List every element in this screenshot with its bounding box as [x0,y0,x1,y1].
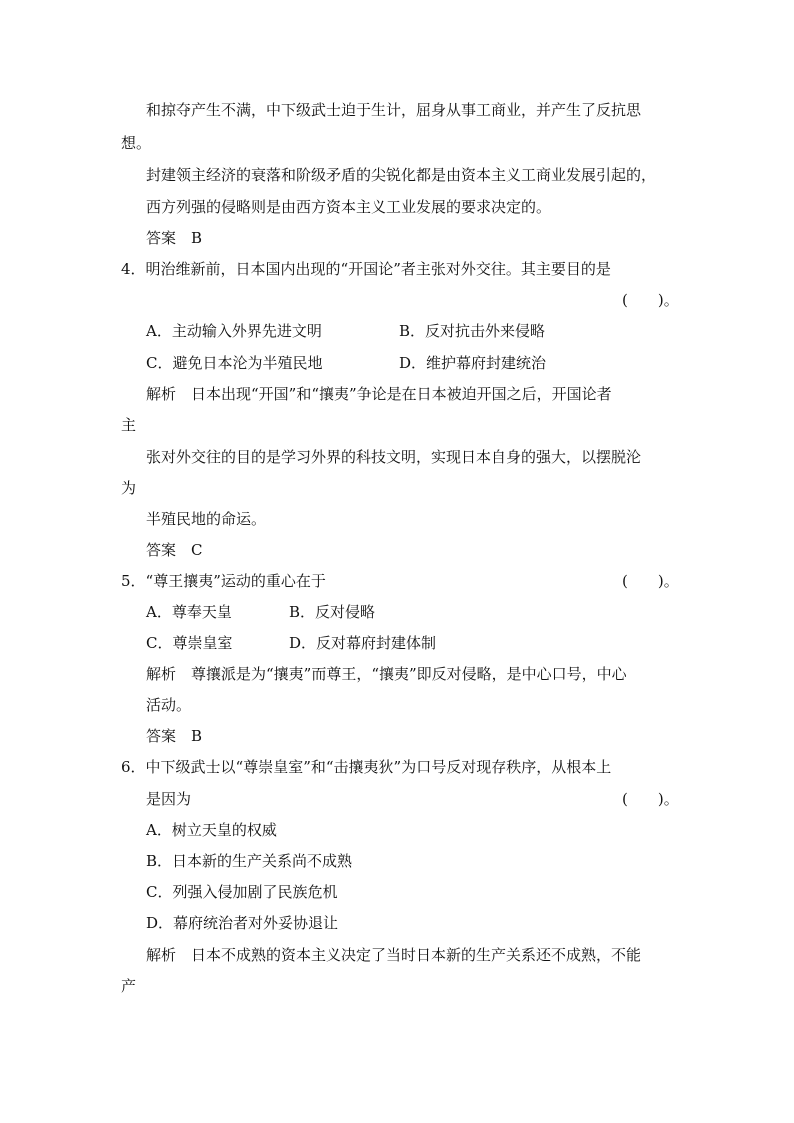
question-6-answer-blank: ( )。 [622,790,679,808]
question-4-stem: 4．明治维新前，日本国内出现的“开国论”者主张对外交往。其主要目的是 [121,260,611,278]
question-5-option-a: A．尊奉天皇 [146,603,232,621]
question-6-stem: 6．中下级武士以“尊崇皇室”和“击攘夷狄”为口号反对现存秩序，从根本上 [121,758,612,776]
question-5-answer-blank: ( )。 [622,572,679,590]
question-6-analysis: 解析 日本不成熟的资本主义决定了当时日本新的生产关系还不成熟，不能 [146,946,642,964]
question-6-option-d: D．幕府统治者对外妥协退让 [146,914,339,932]
question-6-option-c: C．列强入侵加剧了民族危机 [146,883,338,901]
question-5-stem: 5．“尊王攘夷”运动的重心在于 [121,572,326,590]
question-6-option-b: B．日本新的生产关系尚不成熟 [146,852,353,870]
question-4-option-a: A．主动输入外界先进文明 [146,322,322,340]
text-line: 封建领主经济的衰落和阶级矛盾的尖锐化都是由资本主义工商业发展引起的， [146,166,657,184]
question-4-analysis: 主 [121,416,137,434]
question-4-analysis: 半殖民地的命运。 [146,510,267,528]
text-line: 想。 [121,134,152,152]
question-4-answer: 答案 C [146,541,203,559]
question-5-analysis: 解析 尊攘派是为“攘夷”而尊王，“攘夷”即反对侵略，是中心口号，中心 [146,665,627,683]
question-5-answer: 答案 B [146,727,203,745]
question-4-option-b: B．反对抗击外来侵略 [399,322,546,340]
question-5-option-b: B．反对侵略 [289,603,376,621]
question-4-option-d: D．维护幕府封建统治 [399,354,547,372]
question-4-analysis: 解析 日本出现“开国”和“攘夷”争论是在日本被迫开国之后，开国论者 [146,385,612,403]
question-5-analysis: 活动。 [146,696,192,714]
question-4-option-c: C．避免日本沦为半殖民地 [146,354,323,372]
answer-line: 答案 B [146,229,203,247]
question-4-analysis: 张对外交往的目的是学习外界的科技文明，实现日本自身的强大，以摆脱沦 [146,448,642,466]
question-6-option-a: A．树立天皇的权威 [146,821,277,839]
question-4-analysis: 为 [121,479,137,497]
question-6-analysis: 产 [121,977,137,995]
question-6-stem: 是因为 [146,790,192,808]
question-5-option-c: C．尊崇皇室 [146,634,233,652]
question-4-answer-blank: ( )。 [622,291,679,309]
text-line: 和掠夺产生不满，中下级武士迫于生计，屈身从事工商业，并产生了反抗思 [146,101,642,119]
question-5-option-d: D．反对幕府封建体制 [289,634,437,652]
text-line: 西方列强的侵略则是由西方资本主义工业发展的要求决定的。 [146,198,552,216]
